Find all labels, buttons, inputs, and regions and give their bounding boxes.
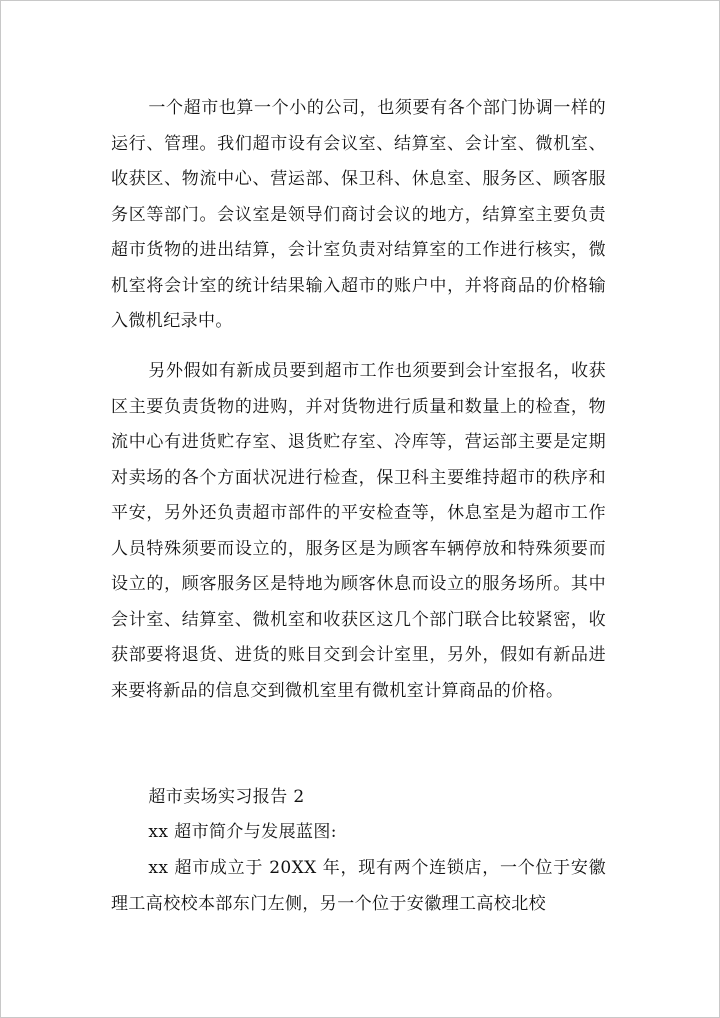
section-heading-report: 超市卖场实习报告 2 [148,787,305,807]
paragraph-department-duties: 另外假如有新成员要到超市工作也须要到会计室报名，收获区主要负责货物的进购，并对货物进行质量和数量上的检查，物流中心有进货贮存室、退货贮存室、冷库等，营运部主要是定期对卖场的各个方面状况进行检查，保卫科主要维持超市的秩序和平安，另外还负责超市部件的平安检查等，休息室是为超市工作人员特殊须要而设立的，服务区是为顾客车辆停放和特殊须要而设立的，顾客服务区是特地为顾客休息而设立的服务场所。其中会计室、结算室、微机室和收获区这几个部门联合比较紧密，收获部要将退货、进货的账目交到会计室里，另外，假如有新品进来要将新品的信息交到微机室里有微机室计算商品的价格。 [111,361,606,701]
paragraph-department-overview: 一个超市也算一个小的公司，也须要有各个部门协调一样的运行、管理。我们超市设有会议室、结算室、会计室、微机室、收获区、物流中心、营运部、保卫科、休息室、服务区、顾客服务区等部门。会议室是领导们商讨会议的地方，结算室主要负责超市货物的进出结算，会计室负责对结算室的工作进行核实，微机室将会计室的统计结果输入超市的账户中，并将商品的价格输入微机纪录中。 [111,98,606,331]
subsection-heading-intro: xx 超市简介与发展蓝图: [148,822,337,842]
paragraph-supermarket-intro: xx 超市成立于 20XX 年，现有两个连锁店，一个位于安徽理工高校校本部东门左侧，另一个位于安徽理工高校北校 [111,858,606,914]
